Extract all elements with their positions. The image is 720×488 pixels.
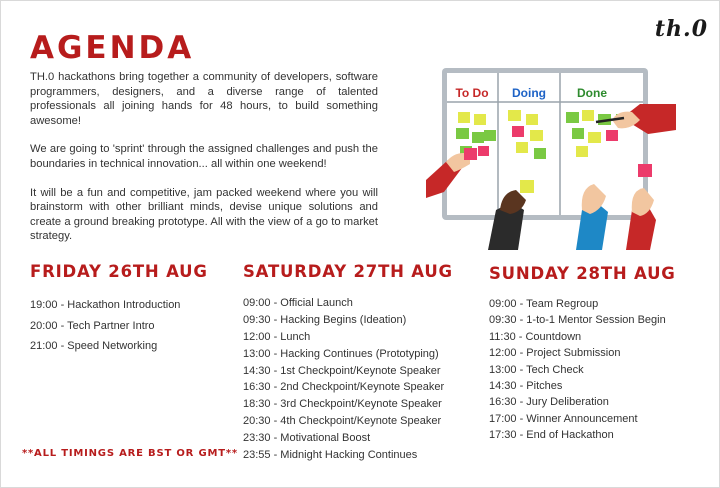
sticky-note [484,130,496,141]
sticky-note [456,128,469,139]
schedule-item: 20:00 - Tech Partner Intro [30,319,155,332]
schedule-item: 13:00 - Tech Check [489,363,584,376]
sticky-note [576,146,588,157]
timezone-note: **ALL TIMINGS ARE BST OR GMT** [22,448,238,459]
friday-heading: FRIDAY 26TH AUG [30,262,208,281]
schedule-item: 13:00 - Hacking Continues (Prototyping) [243,347,439,360]
sticky-note [472,132,484,143]
sticky-note [474,114,486,125]
intro-paragraph: TH.0 hackathons bring together a community of developers, software programmers, designers, and a diverse range of talented professionals all joining hands for 48 hours, to build something awesome! [30,71,378,127]
schedule-item: 14:30 - 1st Checkpoint/Keynote Speaker [243,364,441,377]
sticky-note [606,130,618,141]
column-title-doing: Doing [512,86,546,100]
sunday-schedule [489,296,666,444]
schedule-item: 11:30 - Countdown [489,330,582,343]
sticky-note [530,130,543,141]
friday-schedule [30,295,180,357]
sticky-note [512,126,524,137]
brand-logo: th.0 [654,16,708,42]
saturday-schedule [243,295,444,464]
sticky-note [520,180,534,193]
schedule-item: 09:00 - Official Launch [243,297,353,309]
sticky-note [508,110,521,121]
sticky-note [638,164,652,177]
kanban-board-illustration [426,60,676,250]
intro-paragraph: It will be a fun and competitive, jam packed weekend where you will brainstorm with other brilliant minds, devise unique solutions and create a ground breaking prototype. All with the view of a go to market strategy. [30,186,378,243]
intro-text [30,70,378,258]
sticky-note [588,132,601,143]
schedule-item: 17:30 - End of Hackathon [489,429,614,442]
sticky-note [516,142,528,153]
schedule-item: 21:00 - Speed Networking [30,340,158,352]
sticky-note [534,148,546,159]
schedule-item: 14:30 - Pitches [489,379,563,392]
sticky-note [572,128,584,139]
schedule-item: 20:30 - 4th Checkpoint/Keynote Speaker [243,415,442,428]
schedule-item: 16:30 - 2nd Checkpoint/Keynote Speaker [243,381,445,394]
schedule-item: 09:00 - Team Regroup [489,298,599,310]
sticky-note [458,112,470,123]
schedule-item: 12:00 - Project Submission [489,347,621,360]
sunday-heading: SUNDAY 28TH AUG [489,264,676,283]
sticky-note [566,112,579,123]
page-title: AGENDA [30,30,195,66]
schedule-item: 12:00 - Lunch [243,330,311,343]
column-title-done: Done [577,86,607,100]
sticky-note [464,148,477,160]
column-title-todo: To Do [455,86,489,100]
schedule-item: 23:30 - Motivational Boost [243,432,371,445]
intro-paragraph: We are going to 'sprint' through the assigned challenges and push the boundaries in technical innovation... all within one weekend! [30,143,378,170]
schedule-item: 16:30 - Jury Deliberation [489,396,609,409]
sticky-note [582,110,594,121]
schedule-item: 09:30 - 1-to-1 Mentor Session Begin [489,314,666,327]
saturday-heading: SATURDAY 27TH AUG [243,262,453,281]
schedule-item: 18:30 - 3rd Checkpoint/Keynote Speaker [243,398,442,411]
sticky-note [478,146,489,156]
sticky-note [526,114,538,125]
schedule-item: 23:55 - Midnight Hacking Continues [243,449,418,462]
schedule-item: 09:30 - Hacking Begins (Ideation) [243,313,407,326]
schedule-item: 19:00 - Hackathon Introduction [30,299,181,311]
schedule-item: 17:00 - Winner Announcement [489,412,638,425]
